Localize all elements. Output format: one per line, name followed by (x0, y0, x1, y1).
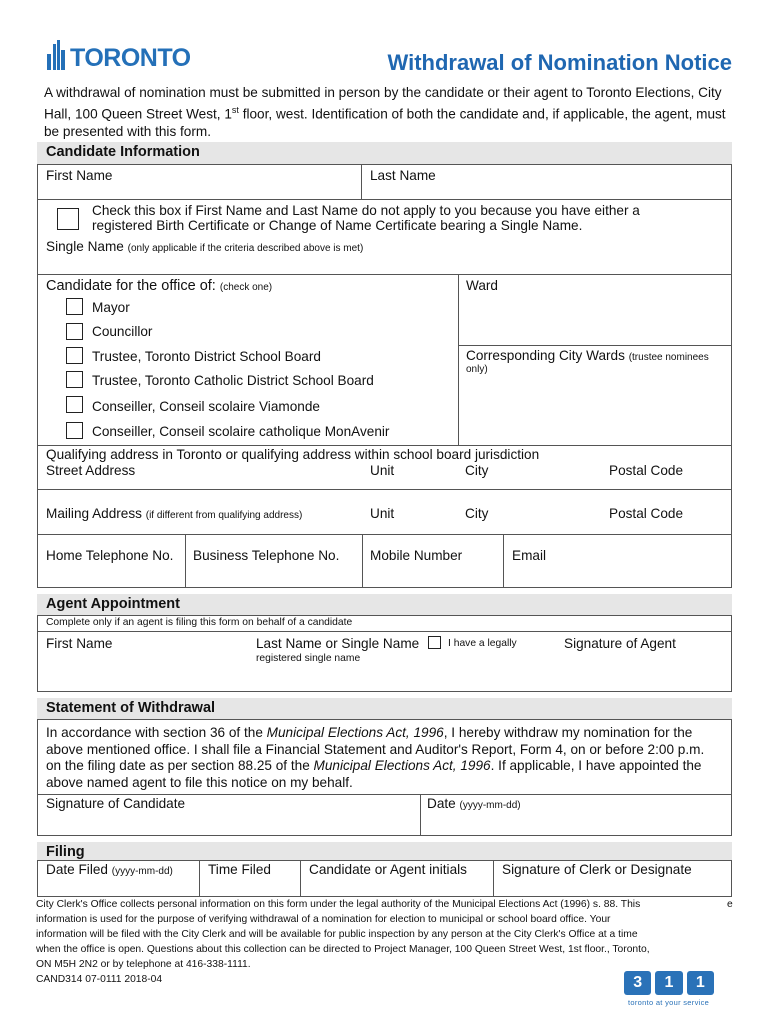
filing-heading: Filing (37, 842, 732, 862)
viamonde-checkbox[interactable] (66, 396, 83, 413)
mailing-unit-label: Unit (370, 506, 395, 521)
corresponding-wards-note-2: only) (466, 364, 488, 375)
badge-digit-1a: 1 (655, 971, 682, 995)
agent-divider (38, 631, 731, 632)
mayor-checkbox[interactable] (66, 298, 83, 315)
agent-first-name-label[interactable]: First Name (46, 636, 113, 651)
statement-heading: Statement of Withdrawal (37, 698, 732, 720)
candidate-first-name-field[interactable] (37, 164, 362, 200)
agent-note: Complete only if an agent is filing this form on behalf of a candidate (46, 617, 353, 628)
statement-date-label-text[interactable]: Date (427, 796, 456, 811)
statement-line-4: above named agent to file this notice on my behalf. (46, 774, 353, 790)
agent-legal-note-1: I have a legally (448, 638, 517, 649)
mailing-address-note: (if different from qualifying address) (145, 510, 303, 521)
page-title: Withdrawal of Nomination Notice (387, 50, 732, 75)
badge-digits (624, 971, 714, 995)
intro-part-1: A withdrawal of nomination must be submitted in person by the candidate or their agent to Toronto Elections, City Hall, 100 Queen Street West, 1 (44, 85, 722, 122)
time-filed-field[interactable] (199, 860, 301, 897)
office-mayor-label: Mayor (92, 300, 130, 315)
office-label (46, 278, 272, 294)
toronto-logo (46, 38, 191, 70)
agent-single-name-checkbox[interactable] (428, 636, 441, 649)
statement-date-format: (yyyy-mm-dd) (459, 800, 521, 811)
last-name-label: Last Name (370, 168, 436, 183)
statement-line-3 (46, 758, 726, 775)
privacy-notice-line-3: information will be filed with the City Clerk and will be available for public inspection by any person at the City Clerk's Office at a time (36, 929, 638, 940)
intro-text (44, 84, 734, 140)
date-filed-format: (yyyy-mm-dd) (111, 866, 173, 877)
statement-divider (38, 794, 731, 795)
privacy-notice-tail: e (727, 899, 733, 910)
single-name-check-text-1: Check this box if First Name and Last Name do not apply to you because you have either a (92, 203, 640, 218)
postal-code-label: Postal Code (609, 463, 684, 478)
statement-line-1a: In accordance with section 36 of the (46, 725, 267, 740)
time-filed-label: Time Filed (208, 862, 271, 877)
corresponding-wards-field[interactable] (458, 345, 732, 446)
corresponding-wards-label-text: Corresponding City Wards (466, 348, 625, 363)
statement-line-3a: on the filing date as per section 88.25 of the (46, 758, 314, 773)
badge-tagline: toronto at your service (628, 998, 710, 1007)
date-filed-label (46, 862, 173, 877)
intro-part-2: floor, west. Identification of both the candidate and, if applicable, the agent, must be presented with this form. (44, 106, 726, 139)
agent-signature-label[interactable]: Signature of Agent (564, 636, 676, 651)
candidate-signature-label[interactable]: Signature of Candidate (46, 796, 186, 811)
qualifying-address-heading: Qualifying address in Toronto or qualifying address within school board jurisdiction (46, 447, 540, 462)
candidate-info-heading: Candidate Information (37, 142, 732, 164)
single-name-note: (only applicable if the criteria described above is met) (127, 243, 364, 254)
unit-label: Unit (370, 463, 395, 478)
agent-last-name-label[interactable]: Last Name or Single Name (256, 636, 420, 651)
qualifying-address-field[interactable] (37, 445, 732, 490)
statement-line-3b: . If applicable, I have appointed the (490, 758, 702, 773)
agent-section (37, 615, 732, 692)
statement-col-divider (420, 794, 421, 836)
office-section (37, 274, 459, 446)
statement-line-2: above mentioned office. I shall file a Financial Statement and Auditor's Report, Form 4, on or before 2:00 p.m. (46, 741, 705, 757)
badge-digit-3: 3 (624, 971, 651, 995)
initials-field[interactable] (300, 860, 494, 897)
office-tdsb-label: Trustee, Toronto District School Board (92, 349, 321, 364)
email-label: Email (512, 548, 546, 563)
office-tcdsb-label: Trustee, Toronto Catholic District School Board (92, 373, 374, 388)
office-note: (check one) (219, 282, 273, 293)
monavenir-checkbox[interactable] (66, 422, 83, 439)
mobile-number-field[interactable] (362, 534, 504, 588)
clerk-signature-label: Signature of Clerk or Designate (502, 862, 692, 877)
initials-label: Candidate or Agent initials (309, 862, 467, 877)
intro-sup: st (231, 104, 239, 115)
corresponding-wards-note-1: (trustee nominees (628, 352, 709, 363)
office-monavenir-label: Conseiller, Conseil scolaire catholique MonAvenir (92, 424, 390, 439)
email-field[interactable] (503, 534, 732, 588)
statement-act-2: Municipal Elections Act, 1996 (313, 758, 491, 773)
mailing-address-field[interactable] (37, 489, 732, 535)
statement-date-label (427, 796, 521, 811)
date-filed-field[interactable] (37, 860, 200, 897)
agent-heading: Agent Appointment (37, 594, 732, 616)
date-filed-label-text: Date Filed (46, 862, 108, 877)
mailing-city-label: City (465, 506, 489, 521)
privacy-notice-line-1: City Clerk's Office collects personal information on this form under the legal authority of the Municipal Elections Act (1996) s. 88. This (36, 899, 641, 910)
city-hall-icon (46, 40, 66, 70)
clerk-signature-field[interactable] (493, 860, 732, 897)
logo-text: TORONTO (70, 44, 191, 72)
ward-field[interactable] (458, 274, 732, 346)
ward-label: Ward (466, 278, 498, 293)
single-name-checkbox[interactable] (57, 208, 79, 230)
business-phone-field[interactable] (185, 534, 363, 588)
statement-act-1: Municipal Elections Act, 1996 (266, 725, 444, 740)
statement-line-1 (46, 725, 726, 742)
privacy-notice-line-5: ON M5H 2N2 or by telephone at 416-338-1111. (36, 959, 251, 970)
city-label: City (465, 463, 489, 478)
statement-section (37, 719, 732, 836)
privacy-notice-line-4: when the office is open. Questions about this collection can be directed to Project Manager, 100 Queen Street West, 1st floor., Toronto, (36, 944, 650, 955)
mailing-address-label-text: Mailing Address (46, 506, 142, 521)
office-label-text: Candidate for the office of: (46, 278, 216, 294)
corresponding-wards-label (466, 348, 709, 363)
toronto-311-badge (624, 971, 724, 1011)
agent-legal-note-2: registered single name (256, 653, 361, 664)
form-code: CAND314 07-0111 2018-04 (36, 974, 163, 985)
street-address-label: Street Address (46, 463, 136, 478)
home-phone-label: Home Telephone No. (46, 548, 174, 563)
tcdsb-trustee-checkbox[interactable] (66, 371, 83, 388)
statement-text (46, 725, 726, 791)
privacy-notice-line-2: information is used for the purpose of verifying withdrawal of a nomination for election to municipal or school board office. Your (36, 914, 611, 925)
single-name-section (37, 199, 732, 275)
business-phone-label: Business Telephone No. (193, 548, 340, 563)
statement-line-1b: , I hereby withdraw my nomination for the (443, 725, 693, 740)
mailing-postal-code-label: Postal Code (609, 506, 684, 521)
single-name-check-text-2: registered Birth Certificate or Change of Name Certificate bearing a Single Name. (92, 218, 583, 233)
mobile-number-label: Mobile Number (370, 548, 463, 563)
councillor-checkbox[interactable] (66, 323, 83, 340)
mailing-address-label (46, 506, 302, 521)
office-viamonde-label: Conseiller, Conseil scolaire Viamonde (92, 399, 320, 414)
first-name-label: First Name (46, 168, 113, 183)
office-councillor-label: Councillor (92, 324, 153, 339)
badge-digit-1b: 1 (687, 971, 714, 995)
tdsb-trustee-checkbox[interactable] (66, 347, 83, 364)
single-name-label (46, 239, 363, 254)
home-phone-field[interactable] (37, 534, 186, 588)
candidate-last-name-field[interactable] (361, 164, 732, 200)
single-name-label-text: Single Name (46, 239, 124, 254)
